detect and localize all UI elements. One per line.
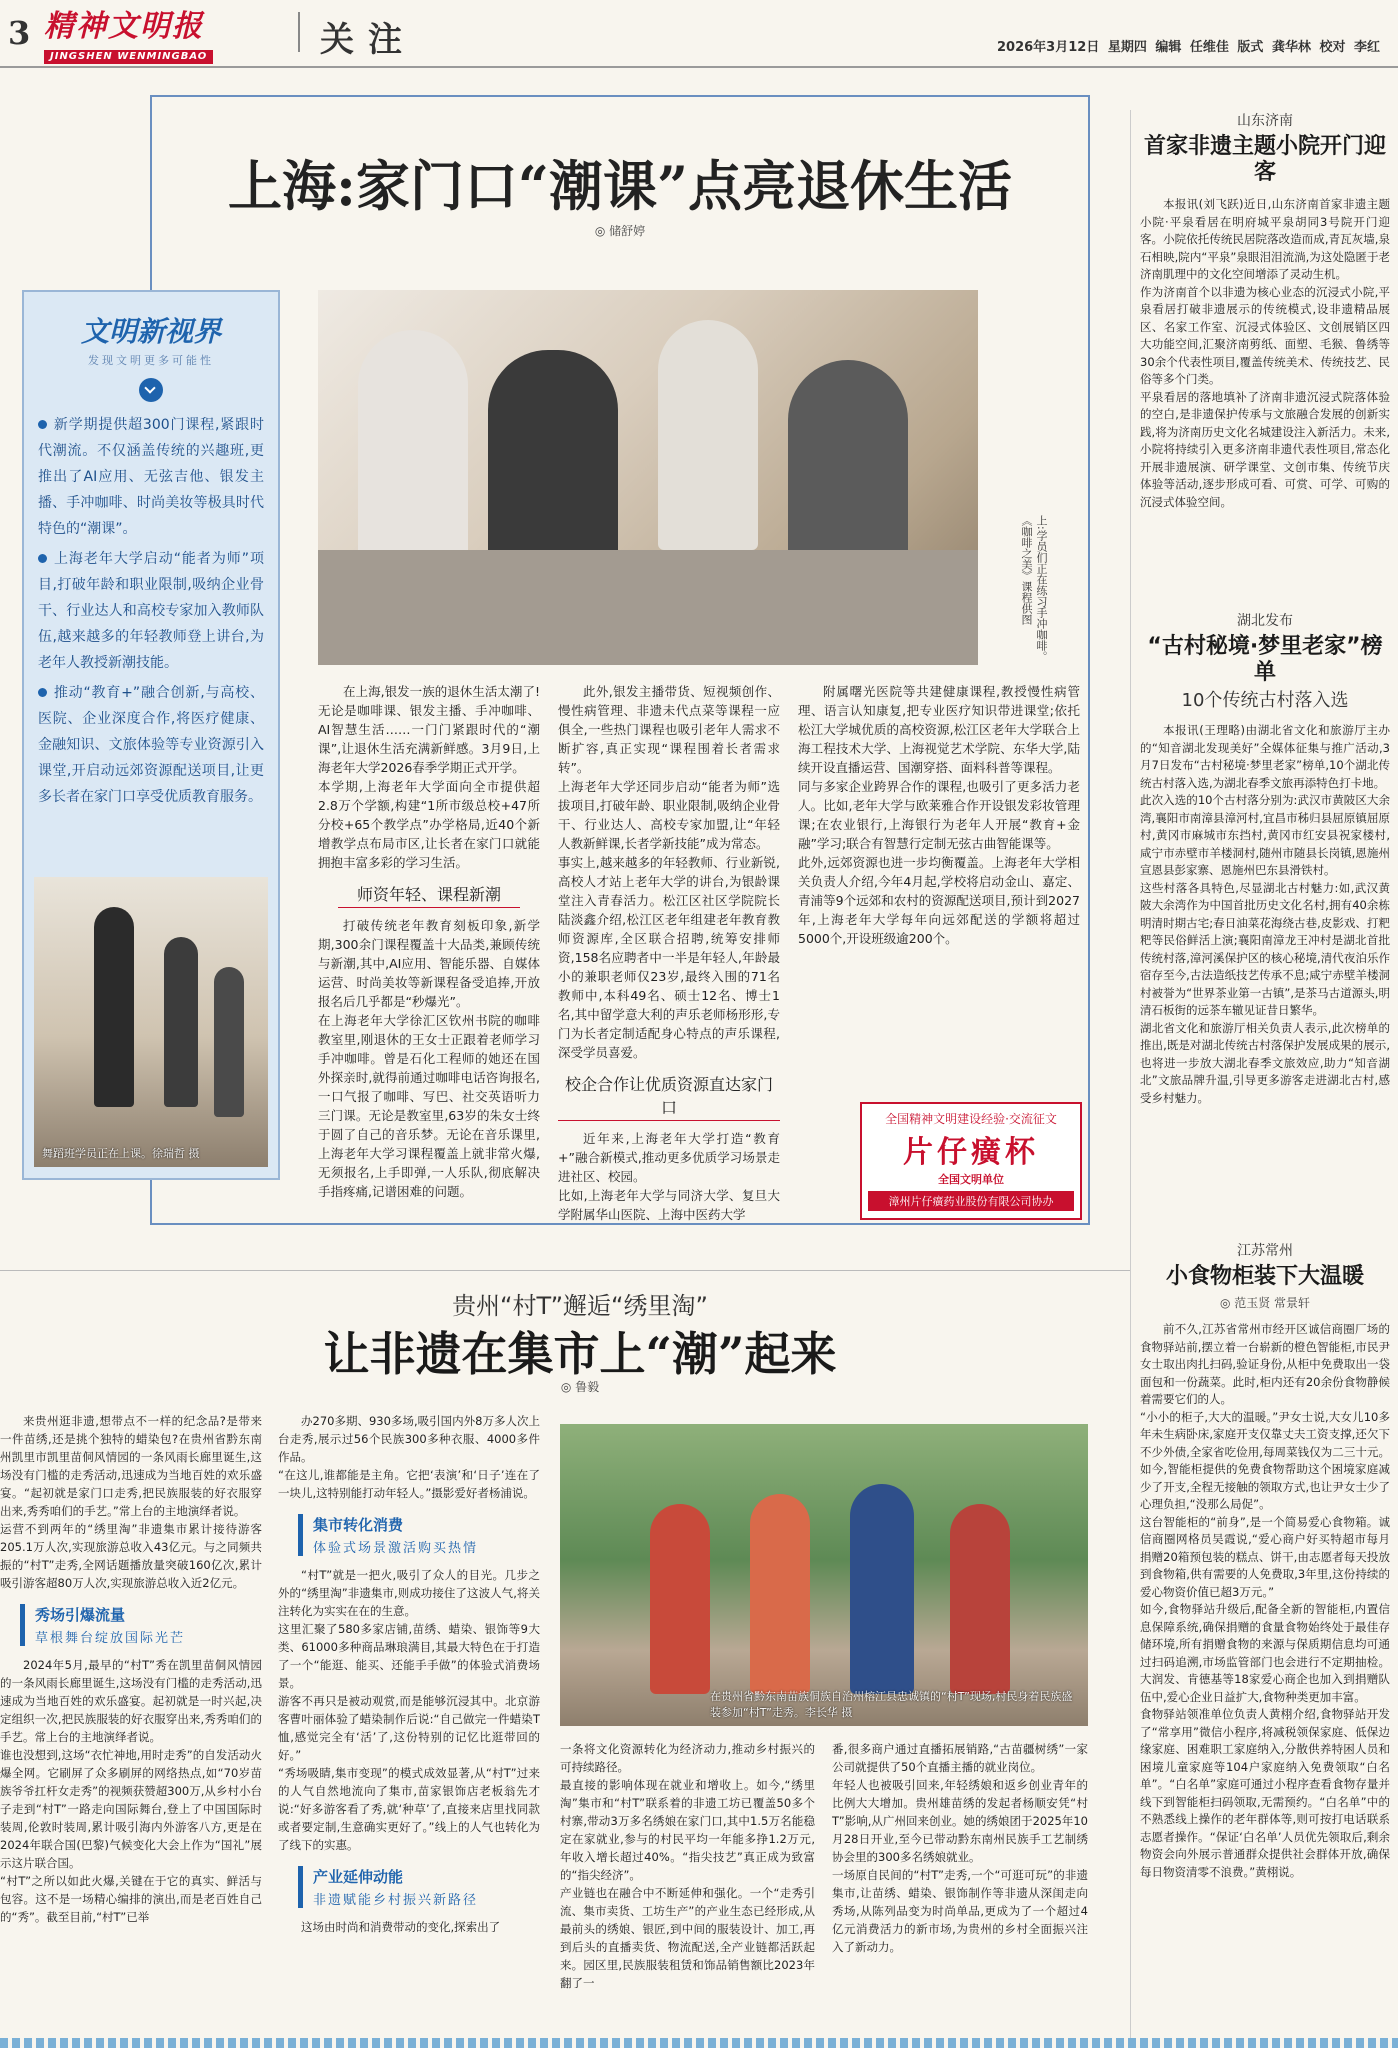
- sidebar-subtitle: 发现文明更多可能性: [88, 354, 214, 367]
- bullet-icon: [38, 554, 47, 563]
- photo-figure: [94, 907, 134, 1107]
- right-article-jinan: [1140, 110, 1390, 604]
- lead-photo-caption: 上:学员们正在练习手冲咖啡。《咖啡之美》课程供图: [1020, 515, 1048, 662]
- photo-figure: [650, 1504, 710, 1694]
- hubei-headline: “古村秘境·梦里老家”榜单: [1147, 634, 1383, 685]
- lower-subhead-3-sub: 非遗赋能乡村振兴新路径: [313, 1893, 479, 1908]
- dance-class-photo: [34, 877, 268, 1167]
- sidebar-item-text: 上海老年大学启动“能者为师”项目,打破年龄和职业限制,吸纳企业骨干、行业达人和高校专家加入教师队伍,越来越多的年轻教师登上讲台,为老年人教授新潮技能。: [38, 551, 264, 671]
- right-article-hubei: [1140, 610, 1390, 1212]
- lead-column-1: [318, 682, 540, 1222]
- lower-colB2-text: “村T”就是一把火,吸引了众人的目光。几步之外的“绣里淘”非遗集市,则成功接住了这波人气,将关注转化为实实在在的生意。 这里汇聚了580多家店铺,苗绣、蜡染、银饰等9大类、61000多种商品琳琅满目,其最大特色在于打造了一个“能逛、能买、还能手手做”的体验式消费场景。 游客不再只是被动观赏,而是能够沉浸其中。北京游客曹叶丽体验了蜡染制作后说:“自己做完一件蜡染T恤,感觉完全有‘活’了,这份特别的记忆比逛带回的好。” “秀场吸睛,集市变现”的模式成效显著,从“村T”过来的人气自然地流向了集市,苗家银饰店老板翁先才说:“好多游客看了秀,就‘种草’了,直接来店里找同款或者要定制,生意确实更好了。”线上的人气也转化为了线下的实惠。: [278, 1568, 540, 1852]
- lead-column-2: [558, 682, 780, 1222]
- sidebar-item: [38, 680, 264, 810]
- photo-table: [318, 550, 978, 665]
- lower-colA-text: 来贵州逛非遗,想带点不一样的纪念品?是带来一件苗绣,还是挑个独特的蜡染包?在贵州省黔东南州凯里市凯里苗侗风情园的一条风雨长廊里诞生,这场没有门槛的走秀活动,迅速成为当地百姓的欢乐盛宴。“起初就是家门口走秀,把民族服装的好衣服穿出来,秀秀咱们的手艺。”常上台的主地演绎者说。 运营不到两年的“绣里淘”非遗集市累计接待游客205.1万人次,实现旅游总收入43亿元。与之同频共振的“村T”走秀,全网话题播放量突破160亿次,累计吸引游客超80万人次,实现旅游总收入近2亿元。: [0, 1414, 262, 1590]
- lead-subhead-2: 校企合作让优质资源直达家门口: [558, 1072, 780, 1121]
- issue-meta: 2026年3月12日 星期四 编辑 任维佳 版式 龚华林 校对 李红: [997, 40, 1380, 55]
- hubei-kicker: 湖北发布: [1237, 613, 1293, 629]
- changzhou-headline: 小食物柜装下大温暖: [1165, 1264, 1364, 1289]
- bullet-icon: [38, 688, 47, 697]
- hubei-body: 本报讯(王理略)由湖北省文化和旅游厅主办的“知音湖北发现美好”全媒体征集与推广活动,3月7日发布“古村秘境·梦里老家”榜单,10个湖北传统古村落入选,为湖北春季文旅再添特色打卡地。 此次入选的10个古村落分别为:武汉市黄陂区大余湾,襄阳市南漳县漳河村,宜昌市秭归县屈原镇屈原村,黄冈市麻城市东挡村,黄冈市红安县祝家楼村,咸宁市赤壁市羊楼洞村,随州市随县长岗镇,恩施州宣恩县彭家寨、恩施州巴东县滑铁村。 这些村落各具特色,尽显湖北古村魅力:如,武汉黄陂大余湾作为中国首批历史文化名村,拥有40余栋明清时期古宅;春日油菜花海绕古巷,皮影戏、打粑粑等民俗鲜活上演;襄阳南漳龙王冲村是湖北首批传统村落,漳河溪保护区的核心秘境,清代夜泊乐作宿存至今,古法造纸技艺传承不息;咸宁赤壁羊楼洞村被誉为“世界茶业第一古镇”,是茶马古道源头,明清石板街的远茶车辙见证昔日繁华。 湖北省文化和旅游厅相关负责人表示,此次榜单的推出,既是对湖北传统古村落保护发展成果的展示,也将进一步放大湖北春季文旅效应,助力“知音湖北”文旅品牌升温,引导更多游客走进湖北古村,感受乡村魅力。: [1140, 723, 1390, 1105]
- lower-kicker: 贵州“村T”邂逅“绣里淘”: [452, 1292, 708, 1320]
- lower-column-4: [832, 1740, 1088, 2032]
- sidebar-item-text: 推动“教育+”融合创新,与高校、医院、企业深度合作,将医疗健康、金融知识、文旅体验等专业资源引入课堂,开启动远郊资源配送项目,让更多长者在家门口享受优质教育服务。: [38, 685, 264, 805]
- sponsor-ad: [860, 1102, 1082, 1220]
- masthead-en: JINGSHEN WENMINGBAO: [44, 50, 213, 64]
- photo-figure: [658, 320, 758, 550]
- sidebar-photo-caption: 舞蹈班学员正在上课。徐瑞哲 摄: [42, 1147, 200, 1160]
- lower-divider: [0, 1270, 1130, 1271]
- ad-brand: 片仔癀杯: [903, 1135, 1039, 1170]
- lower-byline-name: 鲁毅: [575, 1380, 600, 1394]
- lower-column-1: [0, 1412, 262, 2032]
- lower-headline: 让非遗在集市上“潮”起来: [323, 1327, 837, 1381]
- photo-figure: [214, 967, 244, 1117]
- hubei-subtitle: 10个传统古村落入选: [1181, 690, 1349, 711]
- lead-column-3: [798, 682, 1080, 1094]
- header-divider: [298, 12, 300, 52]
- lower-column-3: [560, 1740, 815, 2032]
- photo-figure: [750, 1494, 810, 1694]
- lower-subhead-1: [20, 1604, 262, 1646]
- lead-col2b-text: 近年来,上海老年大学打造“教育+”融合新模式,推动更多优质学习场景走进社区、校园。 比如,上海老年大学与同济大学、复旦大学附属华山医院、上海中医药大学: [558, 1131, 780, 1222]
- lower-subhead-2-main: 集市转化消费: [313, 1516, 404, 1534]
- lead-col1b-text: 打破传统老年教育刻板印象,新学期,300余门课程覆盖十大品类,兼顾传统与新潮,其中,AI应用、智能乐器、自媒体运营、时尚美妆等新课程备受追捧,开放报名后几乎都是“秒爆光”。 在上海老年大学徐汇区钦州书院的咖啡教室里,刚退休的王女士正跟着老师学习手冲咖啡。曾是石化工程师的她还在国外探亲时,就得前通过咖啡电话咨询报名,一口气报了咖啡、写巴、社交英语听力三门课。无论是教室里,63岁的朱女士终于圆了自己的音乐梦。无论在音乐课里,上海老年大学习课程覆盖上就非常火爆,无须报名,上手即弹,一人乐队,彻底解决手指疼痛,记谱困难的问题。: [318, 918, 540, 1199]
- photo-figure: [950, 1504, 1010, 1694]
- ad-company: 漳州片仔癀药业股份有限公司协办: [868, 1191, 1074, 1211]
- lead-col1-text: 在上海,银发一族的退休生活太潮了!无论是咖啡课、银发主播、手冲咖啡、AI智慧生活……一门门紧跟时代的“潮课”,让退休生活充满新鲜感。3月9日,上海老年大学2026春季学期正式开学。 本学期,上海老年大学面向全市提供超2.8万个学额,构建“1所市级总校+47所分校+65个教学点”办学格局,近40个新增教学点布局市区,让长者在家门口就能拥抱丰富多彩的学习生活。: [318, 684, 540, 870]
- lower-colC-text: 一条将文化资源转化为经济动力,推动乡村振兴的可持续路径。 最直接的影响体现在就业和增收上。如今,“绣里淘”集市和“村T”联系着的非遗工坊已覆盖50多个村寨,带动3万多名绣娘在家门口,其中1.5万名能稳定在家就业,参与的村民平均一年能多挣1.2万元,年收入增长超过40%。“指尖技艺”真正成为致富的“指尖经济”。 产业链也在融合中不断延伸和强化。一个“走秀引流、集市卖货、工坊生产”的产业生态已经形成,从最前头的绣娘、银匠,到中间的服装设计、加工,再到后头的直播卖货、物流配送,全产业链都活跃起来。园区里,民族服装租赁和饰品销售额比2023年翻了一: [560, 1742, 815, 1990]
- sidebar-item: [38, 412, 264, 542]
- right-article-changzhou: [1140, 1240, 1390, 2031]
- lead-subhead-1: 师资年轻、课程新潮: [338, 882, 520, 908]
- sidebar-item: [38, 546, 264, 676]
- lower-subhead-3: [298, 1866, 540, 1908]
- lower-subhead-1-sub: 草根舞台绽放国际光芒: [35, 1631, 186, 1646]
- lead-byline-name: 储舒婷: [609, 224, 646, 238]
- lead-col2-text: 此外,银发主播带货、短视频创作、慢性病管理、非遗未代点菜等课程一应俱全,一些热门课程也吸引老年人需求不断扩容,真正实现“课程围着长者需求转”。 上海老年大学还同步启动“能者为师”选拔项目,打破年龄、职业限制,吸纳企业骨干、行业达人、高校专家加盟,让“年轻人教新鲜课,长者学新技能”成为常态。 事实上,越来越多的年轻教师、行业新锐,高校人才站上老年大学的讲台,为银龄课堂注入青春活力。松江区社区学院院长陆淡鑫介绍,松江区老年组建老年教育教师资源库,全区联合招聘,统筹安排师资,158名应聘者中一半是年轻人,年龄最小的兼职老师仅23岁,最终入围的71名教师中,本科49名、硕士12名、博士1名,其中留学意大利的声乐老师杨形形,专门为长者定制适配身心特点的声乐课程,深受学员喜爱。: [558, 684, 780, 1060]
- lead-col3-text: 附属曙光医院等共建健康课程,教授慢性病管理、语言认知康复,把专业医疗知识带进课堂;依托松江大学城优质的高校资源,松江区老年大学联合上海工程技术大学、上海视觉艺术学院、东华大学,陆续开设直播运营、国潮穿搭、面料科普等课程。 同与多家企业跨界合作的课程,也吸引了更多活力老人。比如,老年大学与欧莱雅合作开设银发彩妆管理课;在农业银行,上海银行为老年人开展“教育+金融”学习;联合有智慧行定制无弦古曲智能课等。 此外,远郊资源也进一步均衡覆盖。上海老年大学相关负责人介绍,今年4月起,学校将启动金山、嘉定、青浦等9个远郊和农村的资源配送项目,预计到2027年,上海老年大学每年向远郊配送的学额将超过5000个,开设班级逾200个。: [798, 684, 1080, 946]
- jinan-headline: 首家非遗主题小院开门迎客: [1143, 134, 1386, 185]
- masthead-cn: 精神文明报: [44, 9, 204, 44]
- lower-subhead-2: [298, 1514, 540, 1556]
- photo-figure: [164, 937, 198, 1107]
- lower-subhead-3-main: 产业延伸动能: [313, 1868, 404, 1886]
- lead-headline: 上海:家门口“潮课”点亮退休生活: [227, 154, 1013, 218]
- lower-colB-text: 办270多期、930多场,吸引国内外8万多人次上台走秀,展示过56个民族300多种衣服、4000多件作品。 “在这儿,谁都能是主角。它把‘表演’和‘日子’连在了一块儿,这特别能打动年轻人。”摄影爱好者杨浦说。: [278, 1414, 540, 1500]
- lower-colD-text: 番,很多商户通过直播拓展销路,“古苗疆树绣”一家公司就提供了50个直播主播的就业岗位。 年轻人也被吸引回来,年轻绣娘和返乡创业青年的比例大大增加。贵州雄苗绣的发起者杨顺安凭“村T”影响,从广州回来创业。她的绣娘团于2025年10月28日开业,至今已带动黔东南州民族手工艺制绣协会里的300多名绣娘就业。 一场原自民间的“村T”走秀,一个“可逛可玩”的非遗集市,让苗绣、蜡染、银饰制作等非遗从深闺走向秀场,从陈列品变为时尚单品,更成为了一个超过4亿元消费活力的新市场,为贵州的乡村全面振兴注入了新动力。: [832, 1742, 1088, 1954]
- photo-figure: [850, 1484, 914, 1694]
- header-rule: [0, 66, 1398, 68]
- lower-colB3-text: 这场由时尚和消费带动的变化,探索出了: [301, 1920, 501, 1934]
- bottom-decor-band: [0, 2038, 1398, 2048]
- ad-top: 全国精神文明建设经验·交流征文: [885, 1112, 1057, 1126]
- section-name: 关注: [320, 20, 416, 60]
- lower-colA2-text: 2024年5月,最早的“村T”秀在凯里苗侗风情园的一条风雨长廊里诞生,这场没有门槛的走秀活动,迅速成为当地百姓的欢乐盛宴。起初就是一时兴起,决定组织一次,把民族服装的好衣服穿出来,秀秀咱们的手艺。常上台的主地演绎者说。 谁也没想到,这场“衣忙神地,用时走秀”的自发活动火爆全网。它刷屏了众多刷屏的网络热点,如“70岁苗族爷爷扛杆女走秀”的视频获赞超300万,从乡村小台子走到“村T”一路走向国际舞台,登上了中国国际时装周,伦敦时装周,累计吸引海内外游客八方,更是在2024年联合国(巴黎)气候变化大会上作为“国礼”展示这片联合国。 “村T”之所以如此火爆,关键在于它的真实、鲜活与包容。这不是一场精心编排的演出,而是老百姓自己的“秀”。截至目前,“村T”已举: [0, 1658, 262, 1924]
- page-number: 3: [8, 14, 31, 52]
- changzhou-byline-name: 范玉贤 常景轩: [1234, 1296, 1311, 1310]
- sidebar-title: 文明新视界: [80, 315, 221, 348]
- sidebar-item-text: 新学期提供超300门课程,紧跟时代潮流。不仅涵盖传统的兴趣班,更推出了AI应用、无弦吉他、银发主播、手冲咖啡、时尚美妆等极具时代特色的“潮课”。: [38, 417, 264, 537]
- lower-photo-caption: 在贵州省黔东南苗族侗族自治州榕江县忠诚镇的“村T”现场,村民身着民族盛装参加“村T”走秀。李长华 摄: [710, 1690, 1073, 1719]
- bullet-icon: [38, 420, 47, 429]
- jinan-body: 本报讯(刘飞跃)近日,山东济南首家非遗主题小院·平泉看居在明府城平泉胡同3号院开门迎客。小院依托传统民居院落改造而成,青瓦灰墙,泉石相映,院内“平泉”泉眼泪泪流淌,为这处隐匿于老济南肌理中的文化空间增添了灵动生机。 作为济南首个以非遗为核心业态的沉浸式小院,平泉看居打破非遗展示的传统模式,设非遗精品展区、名家工作室、沉浸式体验区、文创展销区四大功能空间,汇聚济南剪纸、面塑、毛猴、鲁绣等30余个代表性项目,覆盖传统美术、传统技艺、民俗等多个门类。 平泉看居的落地填补了济南非遗沉浸式院落体验的空白,是非遗保护传承与文旅融合发展的创新实践,将为济南历史文化名城建设注入新活力。未来,小院将持续引入更多济南非遗代表性项目,常态化开展非遗展演、研学课堂、文创市集、传统节庆体验等活动,逐步形成可看、可赏、可学、可购的沉浸式体验空间。: [1140, 197, 1390, 509]
- right-column-divider: [1130, 110, 1131, 2040]
- changzhou-body: 前不久,江苏省常州市经开区诚信商圈厂场的食物驿站前,摆立着一台崭新的橙色智能柜,市民尹女士取出肉扎扫码,验证身份,从柜中免费取出一袋面包和一份蔬菜。此时,柜内还有20余份食物静候着需要它们的人。 “小小的柜子,大大的温暖。”尹女士说,大女儿10多年未生病卧床,家庭开支仅靠丈夫工资支撑,还欠下不少外债,全家省吃俭用,每周菜钱仅为二三十元。如今,智能柜提供的免费食物帮助这个困境家庭减少了开支,全程无接触的领取方式,也让尹女士少了心理负担,“没那么局促”。 这台智能柜的“前身”,是一个简易爱心食物箱。诚信商圈网格员吴霞说,“爱心商户好买特超市每月捐赠20箱预包装的糕点、饼干,由志愿者每天投放到食物箱,供有需要的人免费取,3年里,这份持续的爱心物资价值已超3万元。” 如今,食物驿站升级后,配备全新的智能柜,内置信息保障系统,确保捐赠的食量食物始终处于最佳存储环境,所有捐赠食物的来源与保质期信息均可通过扫码追溯,市场监管部门也会进行不定期抽检。大润发、肯德基等18家爱心商企也加入到捐赠队伍中,爱心企业日益扩大,食物种类更加丰富。 食物驿站领准单位负责人黄栩介绍,食物驿站开发了“常享用”微信小程序,将减税领保家庭、低保边缘家庭、困难职工家庭纳入,分散供养特困人员和困境儿童家庭等104户家庭纳入免费领取“白名单”。“白名单”家庭可通过小程序查看食物存量并线下到智能柜扫码领取,无需预约。“白名单”中的不熟悉线上操作的老年群体等,则可按打电话联系志愿者操作。“保证‘白名单’人员优先领取后,剩余物资会向外展示普通群众提供社会群体开放,确保每日物资清零不浪费。”黄栩说。: [1140, 1322, 1390, 1879]
- lower-byline: ◎ 鲁毅: [560, 1380, 600, 1394]
- jinan-kicker: 山东济南: [1237, 113, 1293, 129]
- chevron-down-icon: [139, 378, 163, 402]
- masthead-logo: [44, 10, 282, 64]
- lower-subhead-2-sub: 体验式场景激活购买热情: [313, 1541, 479, 1556]
- lead-coffee-photo: [318, 290, 978, 665]
- lower-column-2: [278, 1412, 540, 2032]
- lower-subhead-1-main: 秀场引爆流量: [35, 1606, 126, 1624]
- changzhou-byline: ◎ 范玉贤 常景轩: [1219, 1296, 1311, 1310]
- ad-org: 全国文明单位: [938, 1173, 1004, 1186]
- lower-festival-photo: [560, 1424, 1088, 1726]
- changzhou-kicker: 江苏常州: [1237, 1243, 1293, 1259]
- lead-byline: ◎ 储舒婷: [594, 224, 646, 238]
- sidebar-panel: [22, 290, 280, 1180]
